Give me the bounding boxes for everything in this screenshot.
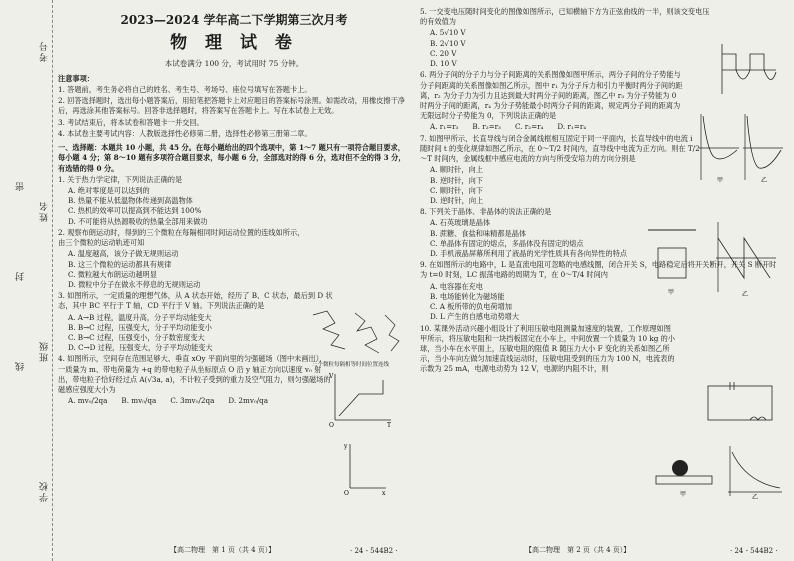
fig7-label-jia: 甲 xyxy=(668,289,675,296)
q8-option-c: C. 单晶体有固定的熔点，多晶体没有固定的熔点 xyxy=(430,238,584,248)
seal-3: 线 xyxy=(16,360,26,371)
question-7-stem: 7. 如图甲所示，长直导线与闭合金属线框相互固定于同一平面内，长直导线中的电流 i 随时间 t 的变化规律如图乙所示，在 0～T/2 时间内，直导线中电流为正方向。则在 T/2～T 时间内，金属线框中感应电流的方向与所受安培力的方向分别是 xyxy=(420,133,700,164)
q8-option-a: A. 石英玻璃是晶体 xyxy=(430,218,491,228)
fig7-label-yi: 乙 xyxy=(742,291,749,298)
exam-title: 2023—2024 学年高二下学期第三次月考 xyxy=(120,13,348,27)
q1-option-b: B. 热量不能从低温物体传递到高温物体 xyxy=(68,196,193,206)
question-4-stem: 4. 如图所示，空间存在范围足够大、垂直 xOy 平面向里的匀强磁场（图中未画出），一质量为 m、带电荷量为 +q 的带电粒子从坐标原点 O 沿 y 轴正方向以速度 v₀ 射出，带电粒子恰好经过点 A(√3a, a)，不计粒子受到的重力及空气阻力，则匀强磁场的磁感应强度大小为 xyxy=(58,354,331,395)
q9-option-d: D. L 产生的自感电动势增大 xyxy=(430,312,520,322)
q7-option-c: C. 顺时针，向下 xyxy=(430,185,483,195)
q3-option-c: C. B→C 过程，压强变小，分子数密度变大 xyxy=(68,333,205,343)
label-exam-number: 考号 xyxy=(40,40,50,62)
footer-left-page: 【高二物理 第 1 页（共 4 页）】 xyxy=(170,546,276,554)
notes-title: 注意事项： xyxy=(58,73,94,83)
q2-option-a: A. 温度越高，该分子做无规则运动 xyxy=(68,249,179,259)
q5-option-b: B. 2√10 V xyxy=(430,38,466,48)
brownian-motion-figure xyxy=(305,305,405,367)
wire-frame-figure xyxy=(640,218,780,298)
q4-option-a: A. mv₀/2qa xyxy=(68,396,108,406)
vt-axis-origin: O xyxy=(329,422,334,428)
q6-option-b: B. r₂=r₃ xyxy=(472,122,501,132)
question-3-stem: 3. 如图所示，一定质量的理想气体，从 A 状态开始，经历了 B、C 状态，最后到 D 状态，其中 BC 平行于 T 轴，CD 平行于 V 轴。下列说法正确的是 xyxy=(58,291,333,311)
question-6-stem: 6. 两分子间的分子力与分子间距离的关系图像如图甲所示，两分子间的分子势能与分子间距离的关系图像如图乙所示，图中 r₁ 为分子斥力和引力平衡时两分子间的距离，r₂ 为分子力为引力且达到最大时两分子间的距离，图乙中 r₃ 为分子势能为 0 时两分子间的距离，r₄ 为分子势能最小时两分子间的距离，规定两分子间的距离为无限远时分子势能为 0，下列说法正确的是 xyxy=(420,70,683,121)
note-item: 2. 回答选择题时，选出每小题答案后，用铅笔把答题卡上对应题目的答案标号涂黑。如需改动，用橡皮擦干净后，再选涂其他答案标号。回答非选择题时，将答案写在答题卡上。写在本试卷上无效。 xyxy=(58,96,405,116)
q7-option-a: A. 顺时针，向上 xyxy=(430,165,483,175)
brownian-figure-caption: 三个微粒每隔相等时间位置连线 xyxy=(312,362,390,368)
q1-option-a: A. 绝对零度是可以达到的 xyxy=(68,185,150,195)
q2-option-c: C. 微粒越大布朗运动越明显 xyxy=(68,269,157,279)
q3-option-b: B. B→C 过程，压强变大，分子平均动能变小 xyxy=(68,322,212,332)
question-5-stem: 5. 一交变电压随时间变化的图像如图所示，已知横轴下方为正弦曲线的一半，则该交变电压的有效值为 xyxy=(420,7,710,27)
xy-axis-origin: O xyxy=(344,490,349,496)
q1-option-c: C. 热机的效率可以提高到不能达到 100% xyxy=(68,206,202,216)
fig6-label-yi: 乙 xyxy=(761,177,768,184)
q6-option-d: D. r₁=r₄ xyxy=(557,122,587,132)
footer-left-code: · 24 - 544B2 · xyxy=(350,547,398,555)
q5-option-c: C. 20 V xyxy=(430,48,457,58)
seal-2: 封 xyxy=(16,270,26,281)
note-item: 3. 考试结束后，将本试卷和答题卡一并交回。 xyxy=(58,117,204,127)
q2-option-d: D. 微粒中分子在做永不停息的无规则运动 xyxy=(68,279,201,289)
xy-axis-y: y xyxy=(344,443,348,450)
q8-option-d: D. 手机液晶屏幕所利用了液晶的光学性质具有各向异性的特点 xyxy=(430,249,627,259)
label-class: 班级 xyxy=(40,340,50,362)
note-item: 1. 答题前，考生务必将自己的姓名、考生号、考场号、座位号填写在答题卡上。 xyxy=(58,85,312,95)
q3-option-a: A. A→B 过程，温度升高，分子平均动能变大 xyxy=(68,312,212,322)
note-item: 4. 本试卷主要考试内容：人教版选择性必修第二册，选择性必修第三册第二章。 xyxy=(58,128,312,138)
fig6-label-jia: 甲 xyxy=(717,177,724,184)
pressure-sensor-figure xyxy=(650,442,785,500)
lc-circuit-figure xyxy=(700,378,780,428)
seal-1: 密 xyxy=(16,180,26,191)
binding-margin xyxy=(0,0,53,561)
q7-option-d: D. 逆时针，向上 xyxy=(430,195,484,205)
q1-option-d: D. 不可能将从热源吸收的热量全部用来做功 xyxy=(68,216,208,226)
label-school: 学校 xyxy=(40,480,50,502)
question-10-stem: 10. 某课外活动兴趣小组设计了利用压敏电阻测量加速度的装置，工作原理如图甲所示，将压敏电阻和一块挡板固定在小车上，中间放置一个质量为 10 kg 的小球，当小车在水平面上，压敏电阻的阻值 R 随压力大小 F 变化的关系如图乙所示，当小车向左做匀加速直线运动时，压敏电阻受到的压力为 100 N，电流表的示数为 25 mA，电源电动势为 12 V，电源的内阻不计，则 xyxy=(420,323,675,374)
q6-option-a: A. r₁=r₃ xyxy=(430,122,459,132)
q4-option-d: D. 2mv₀/qa xyxy=(228,396,269,406)
exam-subject: 物 理 试 卷 xyxy=(170,33,298,54)
q7-option-b: B. 逆时针，向下 xyxy=(430,175,483,185)
question-2-stem: 2. 观察布朗运动时，得到的三个微粒在每隔相同时间运动位置的连线如所示，由三个微粒的运动轨迹可知 xyxy=(58,227,305,248)
xy-axes-figure xyxy=(330,440,390,496)
q5-option-d: D. 10 V xyxy=(430,59,457,69)
q9-option-a: A. 电容器在充电 xyxy=(430,281,483,291)
q4-option-c: C. 3mv₀/2qa xyxy=(170,396,215,406)
vt-graph-figure xyxy=(325,370,395,428)
label-name: 姓名 xyxy=(40,200,50,222)
q3-option-d: D. C→D 过程，压强变大，分子平均动能变大 xyxy=(68,343,213,353)
q9-option-b: B. 电场能转化为磁场能 xyxy=(430,291,505,301)
q9-option-c: C. A 板所带的负电荷增加 xyxy=(430,302,512,312)
section-1-heading: 一、选择题：本题共 10 小题，共 45 分。在每小题给出的四个选项中，第 1～7 题只有一项符合题目要求，每小题 4 分；第 8～10 题有多项符合题目要求，每小题 6 分，全部选对的得 6 分，选对但不全的得 3 分，有选错的得 0 分。 xyxy=(58,143,406,173)
fig10-label-jia: 甲 xyxy=(680,491,687,498)
footer-right-code: · 24 - 544B2 · xyxy=(730,547,778,555)
question-8-stem: 8. 下列关于晶体、非晶体的说法正确的是 xyxy=(420,207,552,217)
molecular-force-figure xyxy=(695,112,785,184)
vt-axis-v: V xyxy=(329,373,334,380)
xy-axis-x: x xyxy=(382,490,386,496)
ac-voltage-figure xyxy=(712,42,778,98)
vt-axis-t: T xyxy=(387,422,392,428)
exam-meta: 本试卷满分 100 分，考试用时 75 分钟。 xyxy=(164,59,304,69)
q2-option-b: B. 这三个微粒的运动都具有规律 xyxy=(68,259,172,269)
question-1-stem: 1. 关于热力学定律，下列说法正确的是 xyxy=(58,174,183,184)
q6-option-c: C. r₂=r₄ xyxy=(514,122,544,132)
q5-option-a: A. 5√10 V xyxy=(430,28,466,38)
footer-right-page: 【高二物理 第 2 页（共 4 页）】 xyxy=(525,546,631,554)
q4-option-b: B. mv₀/qa xyxy=(121,396,157,406)
q8-option-b: B. 蔗糖、食盐和味精都是晶体 xyxy=(430,228,527,238)
fig10-label-yi: 乙 xyxy=(752,494,759,500)
question-9-stem: 9. 在如图所示的电路中，L 是直流电阻可忽略的电感线圈，闭合开关 S，电路稳定后将开关断开，开关 S 断开时为 t=0 时刻，LC 振荡电路的周期为 T，在 0～T/4 时间内 xyxy=(420,260,777,280)
